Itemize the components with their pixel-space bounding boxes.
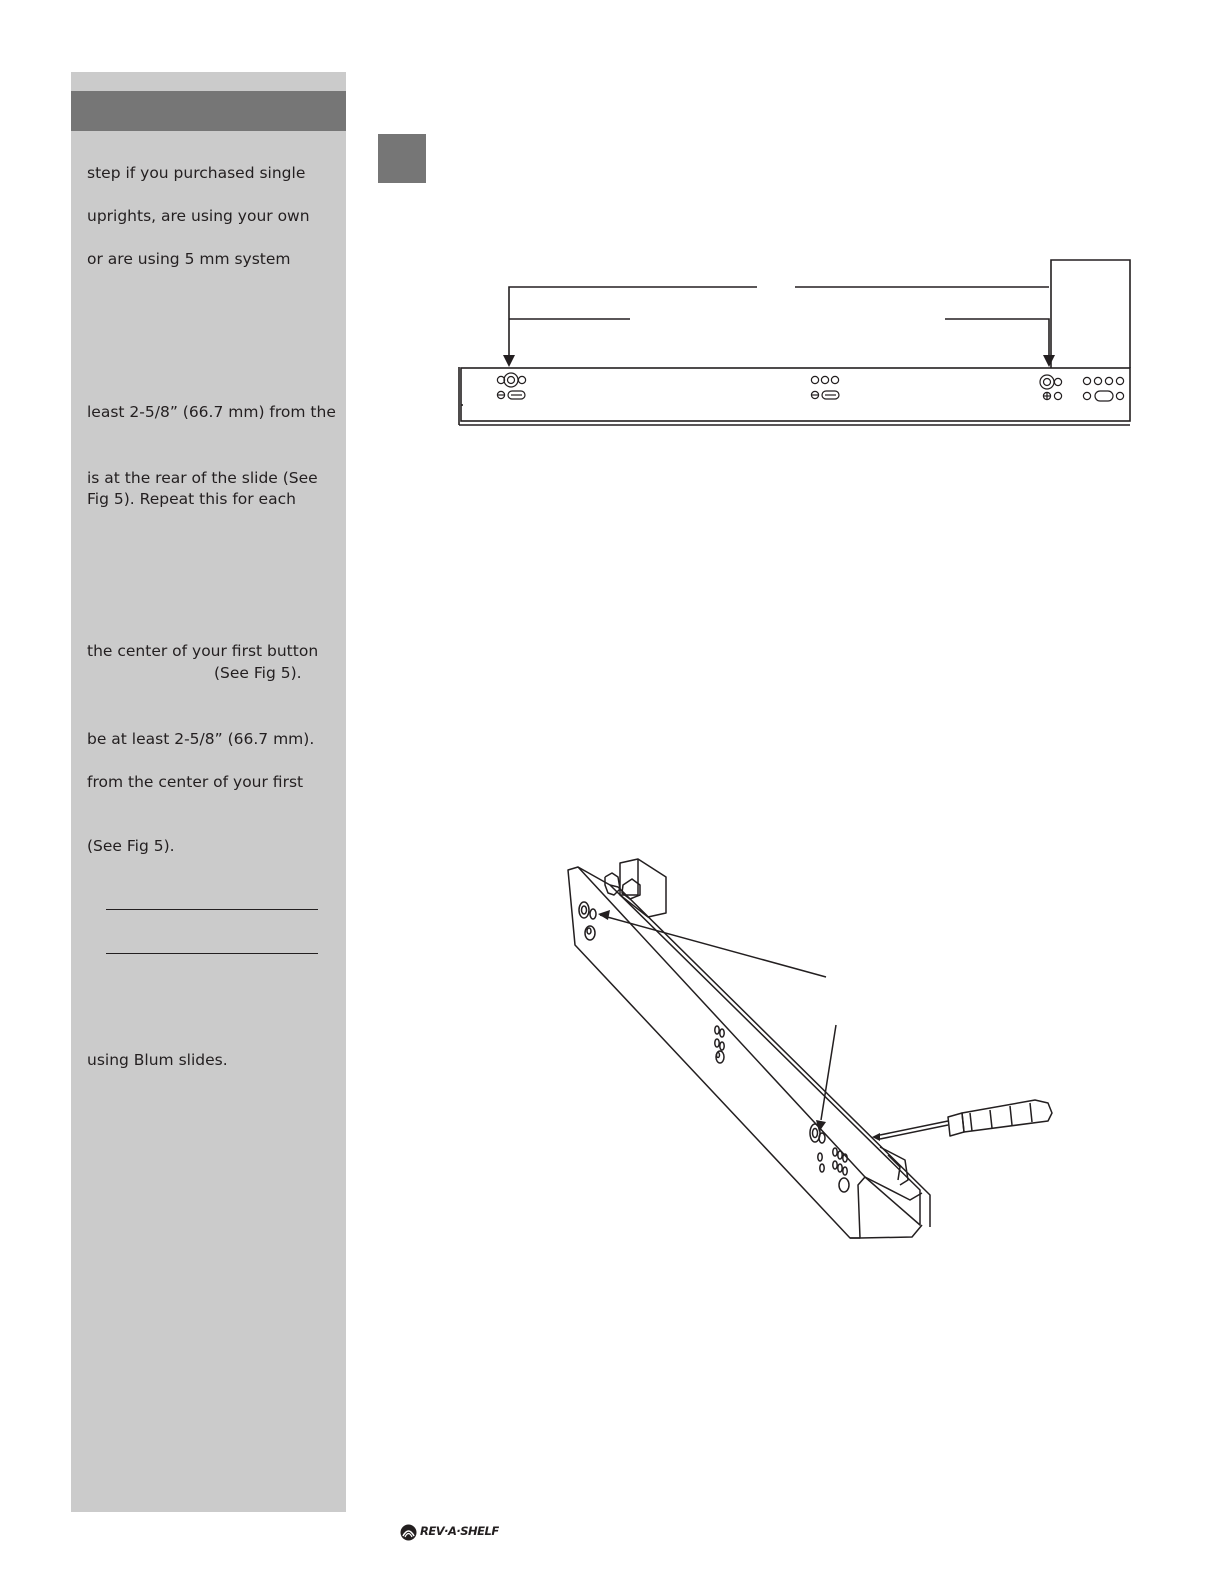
sidebar-text-line: is at the rear of the slide (See (87, 469, 318, 487)
sidebar-text-line: from the center of your first (87, 773, 304, 791)
rear-bracket (620, 859, 666, 917)
logo-emblem-icon (400, 1524, 417, 1541)
sidebar-text-line: least 2-5/8” (66.7 mm) from the (87, 403, 336, 421)
sidebar-header-bar (71, 91, 346, 131)
sidebar-text-line: be at least 2-5/8” (66.7 mm). (87, 730, 315, 748)
screwdriver-handle (962, 1100, 1052, 1132)
step-number-box (378, 134, 426, 183)
button-left (504, 373, 518, 387)
blank-rule-line (106, 909, 318, 910)
slide-side-view-figure (455, 255, 1145, 435)
logo-wordmark: REV·A·SHELF (420, 1524, 499, 1538)
sidebar-text-line: using Blum slides. (87, 1051, 228, 1069)
sidebar-text-line: step if you purchased single (87, 164, 306, 182)
screwdriver-shaft (880, 1121, 948, 1135)
button-rear (579, 902, 589, 918)
blank-rule-line (106, 953, 318, 954)
bracket-line (1051, 260, 1130, 368)
sidebar-text-line: uprights, are using your own (87, 207, 310, 225)
slide-perspective-figure (560, 855, 1070, 1255)
arrowhead-right (1043, 355, 1055, 367)
button-right (1040, 375, 1054, 389)
leader-line-outer-left (509, 287, 757, 355)
sidebar-text-line: (See Fig 5). (214, 664, 302, 682)
leader-line-rear (600, 915, 826, 977)
leader-line-inner-right (945, 319, 1049, 355)
sidebar-text-line: or are using 5 mm system (87, 250, 291, 268)
sidebar-text-line: Fig 5). Repeat this for each (87, 490, 296, 508)
arrowhead-left (503, 355, 515, 367)
sidebar-panel (71, 72, 346, 1512)
sidebar-text-line: the center of your first button (87, 642, 319, 660)
sidebar-text-line: (See Fig 5). (87, 837, 175, 855)
arrowhead-rear (598, 910, 610, 920)
rev-a-shelf-logo (400, 1524, 500, 1542)
screwdriver-ferrule (948, 1113, 964, 1136)
slide-body (461, 368, 1130, 421)
